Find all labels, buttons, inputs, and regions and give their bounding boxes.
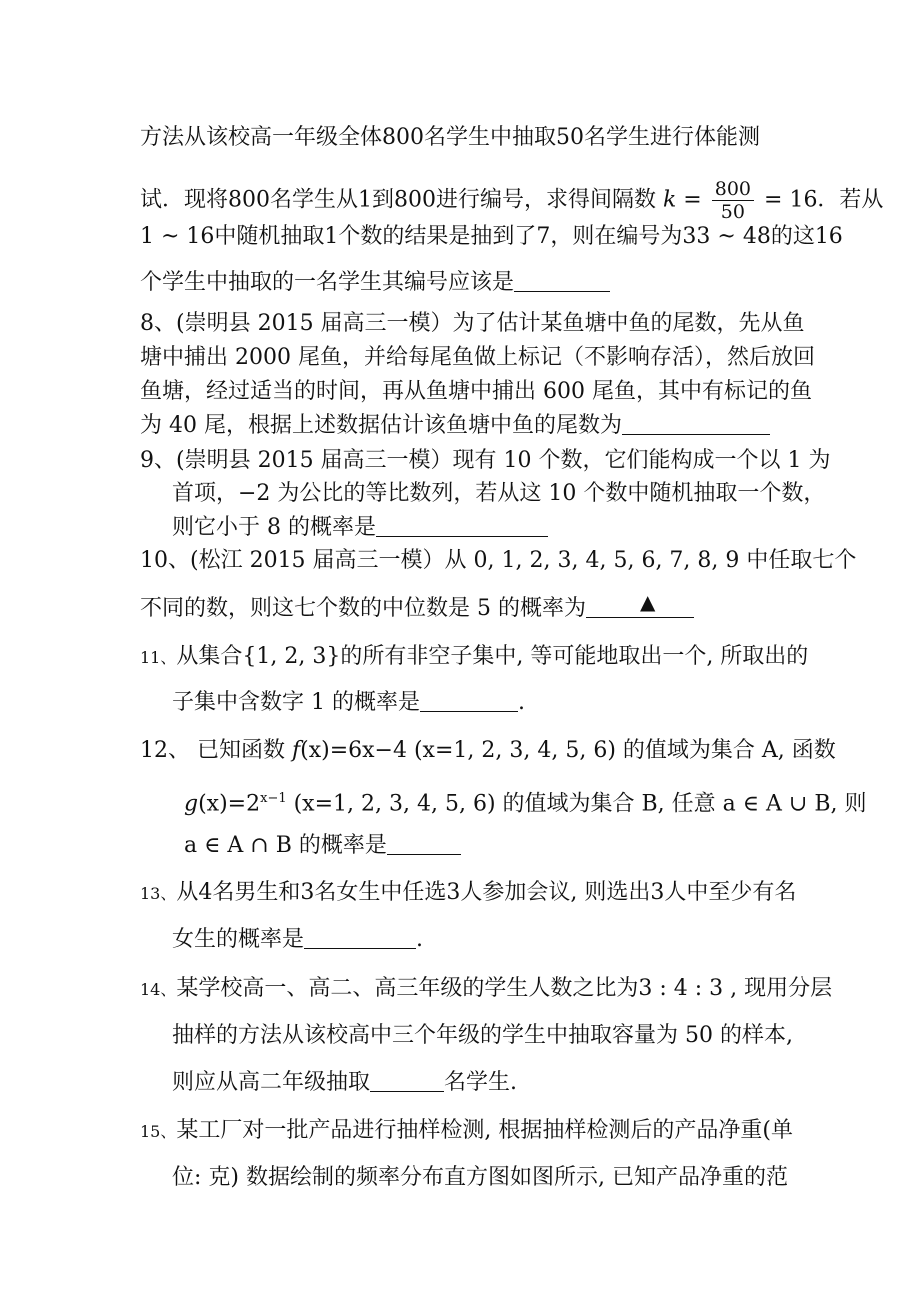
q13-period: .: [416, 927, 424, 952]
q7-answer-blank[interactable]: [514, 290, 610, 292]
q8-line3: [140, 377, 812, 407]
q7-line4-text: 个学生中抽取的一名学生其编号应该是: [140, 270, 515, 295]
q7-line2-text: 试．现将800名学生从1到800进行编号，求得间隔数: [140, 187, 656, 213]
q13-line1-text: 从4名男生和3名女生中任选3人参加会议, 则选出3人中至少有名: [176, 880, 797, 905]
q9-line1: [140, 446, 831, 476]
q7-fraction-numerator: 800: [712, 178, 754, 201]
q12-line1-text: 12、 已知函数: [140, 738, 292, 763]
q14-number: 14、: [140, 980, 177, 999]
q7-k-symbol: k =: [662, 187, 702, 213]
q13-answer-blank[interactable]: [304, 947, 416, 949]
q15-line1: [140, 1116, 793, 1147]
q10-line2-text: 不同的数，则这七个数的中位数是 5 的概率为: [140, 596, 586, 621]
q14-line1-text: 某学校高一、高二、高三年级的学生人数之比为3 : 4 : 3 , 现用分层: [176, 976, 833, 1001]
q12-f-symbol: f: [291, 738, 301, 763]
q9-line3-text: 则它小于 8 的概率是: [172, 515, 376, 540]
q7-line3-text: 1 ~ 16中随机抽取1个数的结果是抽到了7，则在编号为33 ~ 48的这16: [140, 224, 843, 249]
q8-line3-text: 鱼塘，经过适当的时间，再从鱼塘中捕出 600 尾鱼，其中有标记的鱼: [140, 379, 812, 404]
q12-line1: [140, 736, 836, 766]
q9-answer-blank[interactable]: [376, 535, 548, 537]
q12-answer-blank[interactable]: [387, 853, 461, 855]
q12-line3: [184, 831, 461, 861]
q13-line2-text: 女生的概率是: [172, 927, 305, 952]
q7-line1: [140, 123, 760, 153]
q12-exponent: x−1: [260, 791, 287, 806]
q7-line2-end: = 16．若从: [764, 187, 884, 213]
q11-line2-text: 子集中含数字 1 的概率是: [172, 690, 420, 715]
q10-answer-blank[interactable]: [586, 590, 694, 618]
q9-line1-text: 9、(崇明县 2015 届高三一模）现有 10 个数，它们能构成一个以 1 为: [140, 448, 831, 473]
q9-line2: [172, 479, 825, 509]
q7-fraction: [712, 178, 754, 223]
q11-number: 11、: [140, 648, 177, 667]
q12-line2: [184, 784, 867, 819]
q12-g-symbol: g: [184, 791, 199, 817]
q11-answer-blank[interactable]: [420, 710, 518, 712]
q13-line2: [172, 925, 423, 955]
q7-line4: [140, 268, 610, 298]
q8-line2: [140, 343, 815, 373]
q8-line1-text: 8、(崇明县 2015 届高三一模）为了估计某鱼塘中鱼的尾数，先从鱼: [140, 311, 805, 336]
triangle-icon: ▲: [640, 590, 656, 614]
q7-line3: [140, 222, 843, 252]
q10-line1: [140, 546, 856, 576]
q11-line1: [140, 642, 808, 673]
q7-line1-text: 方法从该校高一年级全体800名学生中抽取50名学生进行体能测: [140, 125, 760, 150]
q10-line2: [140, 590, 694, 624]
q15-line2-text: 位: 克) 数据绘制的频率分布直方图如图所示, 已知产品净重的范: [172, 1165, 788, 1190]
q8-line1: [140, 309, 805, 339]
q8-line4-text: 为 40 尾，根据上述数据估计该鱼塘中鱼的尾数为: [140, 413, 622, 438]
q14-line2: [172, 1021, 793, 1051]
q7-line2: [140, 178, 883, 223]
q14-line2-text: 抽样的方法从该校高中三个年级的学生中抽取容量为 50 的样本,: [172, 1023, 793, 1048]
q15-line2: [172, 1163, 788, 1193]
q8-line2-text: 塘中捕出 2000 尾鱼，并给每尾鱼做上标记（不影响存活），然后放回: [140, 345, 815, 370]
q7-fraction-denominator: 50: [720, 201, 745, 223]
q9-line2-text: 首项，−2 为公比的等比数列，若从这 10 个数中随机抽取一个数，: [172, 481, 826, 506]
q8-answer-blank[interactable]: [622, 433, 770, 435]
q14-line3-end: 名学生.: [444, 1070, 518, 1095]
q10-line1-text: 10、(松江 2015 届高三一模）从 0, 1, 2, 3, 4, 5, 6, 7, 8, 9 中任取七个: [140, 548, 857, 573]
q12-line2-rest: (x=1, 2, 3, 4, 5, 6) 的值域为集合 B, 任意 a ∈ A ∪ B, 则: [286, 791, 867, 817]
q14-line3-text: 则应从高二年级抽取: [172, 1070, 371, 1095]
q12-line1-rest: (x)=6x−4 (x=1, 2, 3, 4, 5, 6) 的值域为集合 A, 函数: [300, 738, 836, 763]
q11-line1-text: 从集合{1, 2, 3}的所有非空子集中, 等可能地取出一个, 所取出的: [176, 644, 809, 669]
q8-line4: [140, 411, 770, 441]
q11-period: .: [517, 690, 525, 715]
q12-line2-text: (x)=2: [198, 791, 261, 817]
q15-line1-text: 某工厂对一批产品进行抽样检测, 根据抽样检测后的产品净重(单: [176, 1118, 793, 1143]
q15-number: 15、: [140, 1122, 177, 1141]
q9-line3: [172, 513, 548, 543]
q14-line3: [172, 1068, 517, 1098]
q14-line1: [140, 974, 832, 1005]
q12-line3-text: a ∈ A ∩ B 的概率是: [184, 833, 387, 858]
q13-line1: [140, 878, 796, 909]
q13-number: 13、: [140, 884, 177, 903]
q11-line2: [172, 688, 525, 718]
q14-answer-blank[interactable]: [370, 1090, 444, 1092]
